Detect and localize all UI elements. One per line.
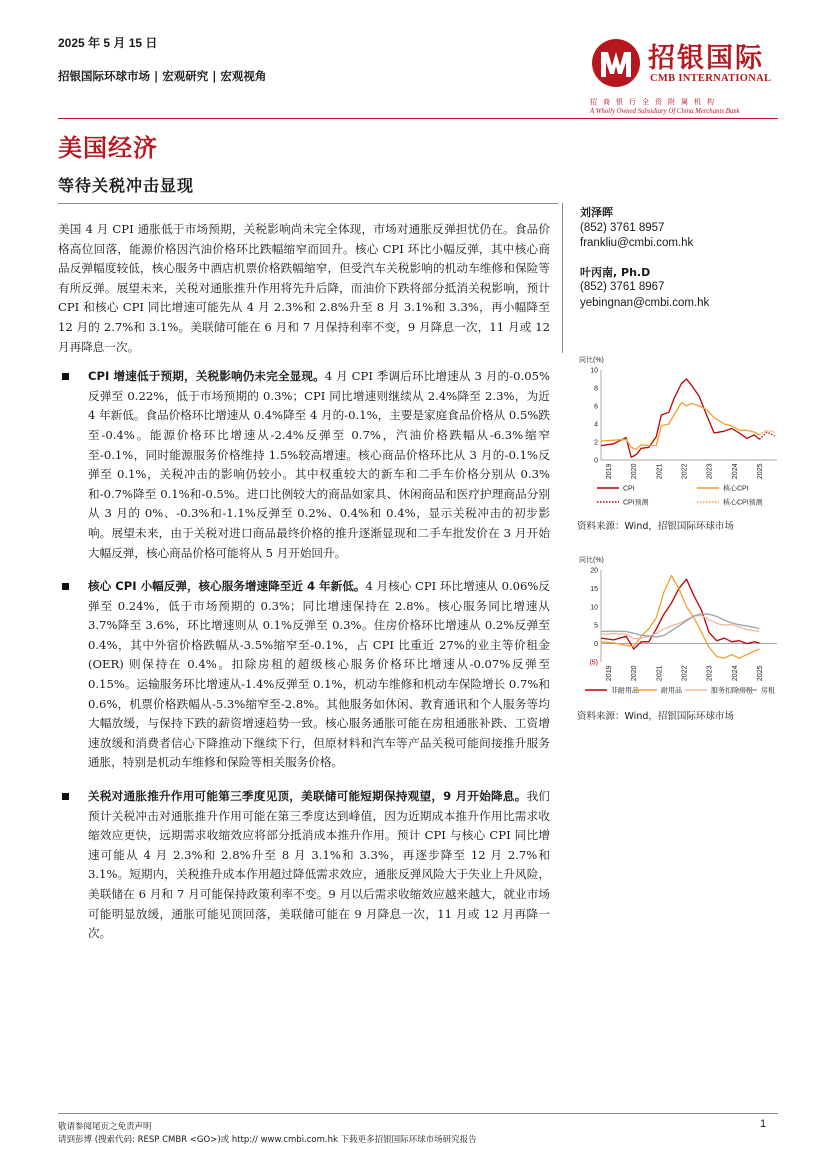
bullet-lead: 关税对通胀推升作用可能第三季度见顶，美联储可能短期保持观望，9 月开始降息。: [88, 789, 527, 804]
x-tick-label: 2021: [656, 665, 664, 682]
legend-label: 核心CPI: [723, 485, 749, 493]
cpi-chart: [577, 352, 782, 532]
author-phone: (852) 3761 8957: [580, 221, 665, 234]
cpi-chart-svg: [577, 352, 782, 514]
y-axis-label: 同比(%): [579, 357, 604, 364]
x-tick-label: 2020: [631, 463, 639, 480]
intro-paragraph: 美国 4 月 CPI 通胀低于市场预期，关税影响尚未完全体现，市场对通胀反弹担忧仍在。食品价格高位回落，能源价格因汽油价格环比跌幅缩窄而回升。核心 CPI 环比小幅反弹，其中核心商品反弹幅度较低，核心服务中酒店机票价格跌幅缩窄，但受汽车关税影响的机动车维修和保险等有所反弹。展望未来，关税对通胀推升作用将先升后降，而油价下跌将部分抵消关税影响，预计 CPI 和核心 CPI 同比增速可能先从 4 月 2.3%和 2.8%升至 8 月 3.1%和 3.3%，再小幅降至 12 月的 2.7%和 3.1%。美联储可能在 6 月和 7 月保持利率不变，9 月降息一次，11 月或 12 月再降息一次。: [58, 222, 550, 354]
main-text-column: [58, 220, 550, 958]
bullet-paragraph: [58, 577, 550, 773]
y-tick-label: 15: [590, 585, 598, 593]
y-tick-label: 0: [594, 457, 598, 465]
author-name: 刘泽晖: [580, 206, 613, 219]
y-tick-label: (5): [589, 659, 598, 667]
logo-subtitle-cn: 招商银行全资附属机构: [590, 98, 720, 106]
x-tick-label: 2024: [731, 665, 739, 682]
chart-source: 资料来源：Wind，招银国际环球市场: [577, 521, 734, 532]
legend-label: 非耐用品: [611, 687, 639, 695]
x-tick-label: 2023: [706, 665, 714, 682]
x-tick-label: 2019: [606, 463, 614, 480]
author-name: 叶丙南, Ph.D: [580, 265, 651, 279]
y-tick-label: 6: [594, 403, 598, 411]
bullet-paragraph: [58, 787, 550, 944]
y-tick-label: 20: [590, 567, 598, 575]
x-tick-label: 2021: [656, 463, 664, 480]
author-block: [580, 205, 709, 311]
bullet-text: 4 月 CPI 季调后环比增速从 3 月的-0.05%反弹至 0.22%，低于市场预期的 0.3%；CPI 同比增速则继续从 2.4%降至 2.3%，为近 4 年新低。食品价格环比增速从 0.4%降至 4 月的-0.1%，主要是家庭食品价格从 0.5%跌至-0.4%。能源价格环比增速从-2.4%反弹至 0.7%，汽油价格跌幅从-6.3%缩窄至-0.1%，同时能源服务价格维持 1.5%较高增速。核心商品价格环比从 3 月的-0.1%反弹至 0.1%，关税冲击的影响仍较小。其中权重较大的新车和二手车价格分别从 0.3%和-0.7%降至 0.1%和-0.5%。进口比例较大的商品如家具、休闲商品和医疗护理商品分别从 3 月的 0%、-0.3%和-1.1%反弹至 0.2%、0.4%和 0.4%，显示关税冲击的初步影响。展望未来，由于关税对进口商品最终价格的推升逐渐显现和二手车批发价在 3 月开始大幅反弹，核心商品价格可能将从 5 月开始回升。: [88, 369, 550, 560]
author-email[interactable]: frankliu@cmbi.com.hk: [580, 237, 694, 249]
x-tick-label: 2024: [731, 463, 739, 480]
logo-name-en: CMB INTERNATIONAL: [650, 73, 772, 84]
cmbi-logo-icon: [590, 36, 642, 90]
series-line-0: [601, 379, 759, 457]
x-tick-label: 2019: [606, 665, 614, 682]
bullet-lead: CPI 增速低于预期，关税影响仍未完全显现。: [88, 369, 325, 384]
subtitle-rule: [58, 203, 558, 204]
x-tick-label: 2025: [756, 463, 764, 480]
y-tick-label: 10: [590, 367, 598, 375]
x-tick-label: 2023: [706, 463, 714, 480]
x-tick-label: 2022: [681, 665, 689, 682]
y-tick-label: 10: [590, 604, 598, 612]
chart-source: 资料来源：Wind，招银国际环球市场: [577, 711, 734, 722]
logo-subtitle-en: A Wholly Owned Subsidiary Of China Merchants Bank: [590, 108, 740, 115]
bullet-square-icon: [62, 793, 69, 800]
cpi-components-chart-svg: [577, 552, 782, 704]
x-tick-label: 2020: [631, 665, 639, 682]
bullet-square-icon: [62, 373, 69, 380]
legend-label: 房租: [761, 687, 775, 695]
legend-label: CPI预测: [623, 499, 649, 507]
y-tick-label: 8: [594, 385, 598, 393]
footer-download-note: 请到彭博 (搜索代码: RESP CMBR <GO>)或 http:// www.cmbi.com.hk 下载更多招银国际环球市场研究报告: [58, 1135, 477, 1145]
column-divider: [562, 203, 563, 353]
footer-rule: [58, 1113, 778, 1114]
report-subtitle: 等待关税冲击显现: [58, 176, 195, 195]
series-line-1: [601, 576, 759, 659]
series-line-0: [601, 579, 759, 649]
bullet-paragraph: [58, 367, 550, 563]
author-phone: (852) 3761 8967: [580, 281, 665, 293]
y-axis-label: 同比(%): [579, 557, 604, 564]
legend-label: 耐用品: [661, 687, 682, 695]
series-line-1: [601, 402, 759, 449]
bullet-text: 4 月核心 CPI 环比增速从 0.06%反弹至 0.24%，低于市场预期的 0.3%；同比增速保持在 2.8%。核心服务同比增速从 3.7%降至 3.6%，环比增速则从 0.1%反弹至 0.3%。住房价格环比增速从 0.2%反弹至 0.4%，其中外宿价格跌幅从-3.5%缩窄至-0.1%，占 CPI 比重近 27%的业主等价租金 (OER) 则保持在 0.4%。扣除房租的超级核心服务价格环比增速从-0.07%反弹至 0.15%。运输服务环比增速从-1.4%反弹至 0.1%，机动车维修和机动车保险增长 0.7%和 0.6%，机票价格跌幅从-5.3%缩窄至-2.8%。其他服务如休闲、教育通讯和个人服务等均大幅放缓，与保持下跌的薪资增速趋势一致。核心服务通胀可能在房租通胀补跌、工资增速放缓和消费者信心下降推动下继续下行，但原材料和汽车等产品关税可能间接推升服务通胀，特别是机动车维修和保险等相关服务价格。: [88, 579, 550, 770]
report-series: 招银国际环球市场 | 宏观研究 | 宏观视角: [58, 69, 267, 83]
bullet-text: 我们预计关税冲击对通胀推升作用可能在第三季度达到峰值，因为近期成本推升作用比需求收缩效应更快，远期需求收缩效应将部分抵消成本推升作用。预计 CPI 与核心 CPI 同比增速可能从 4 月 2.3%和 2.8%升至 8 月 3.1%和 3.3%，再逐步降至 12 月 2.7%和 3.1%。短期内，关税推升成本作用超过降低需求效应，通胀反弹风险大于失业上升风险，美联储在 6 月和 7 月可能保持政策利率不变。9 月以后需求收缩效应越来越大，就业市场可能明显放缓，通胀可能见顶回落，美联储可能在 9 月降息一次，11 月或 12 月再降一次。: [88, 789, 550, 941]
y-tick-label: 5: [594, 622, 598, 630]
series-line-2: [759, 432, 774, 439]
x-tick-label: 2025: [756, 665, 764, 682]
report-title: 美国经济: [58, 134, 158, 162]
x-tick-label: 2022: [681, 463, 689, 480]
y-tick-label: 4: [594, 421, 598, 429]
report-date: 2025 年 5 月 15 日: [58, 36, 158, 50]
cpi-components-chart: [577, 552, 782, 722]
legend-label: CPI: [623, 485, 635, 493]
series-line-2: [601, 616, 759, 639]
legend-label: 核心CPI预测: [723, 499, 763, 507]
y-tick-label: 0: [594, 641, 598, 649]
bullet-lead: 核心 CPI 小幅反弹，核心服务增速降至近 4 年新低。: [88, 579, 366, 594]
logo-name-cn: 招银国际: [648, 43, 764, 74]
y-tick-label: 2: [594, 439, 598, 447]
header-rule: [58, 118, 778, 119]
bullet-square-icon: [62, 583, 69, 590]
footer-disclaimer: 敬请参阅尾页之免责声明: [58, 1122, 152, 1132]
author-email[interactable]: yebingnan@cmbi.com.hk: [580, 296, 710, 309]
page-number: 1: [760, 1118, 767, 1130]
legend-label: 服务扣除房租: [711, 687, 753, 695]
